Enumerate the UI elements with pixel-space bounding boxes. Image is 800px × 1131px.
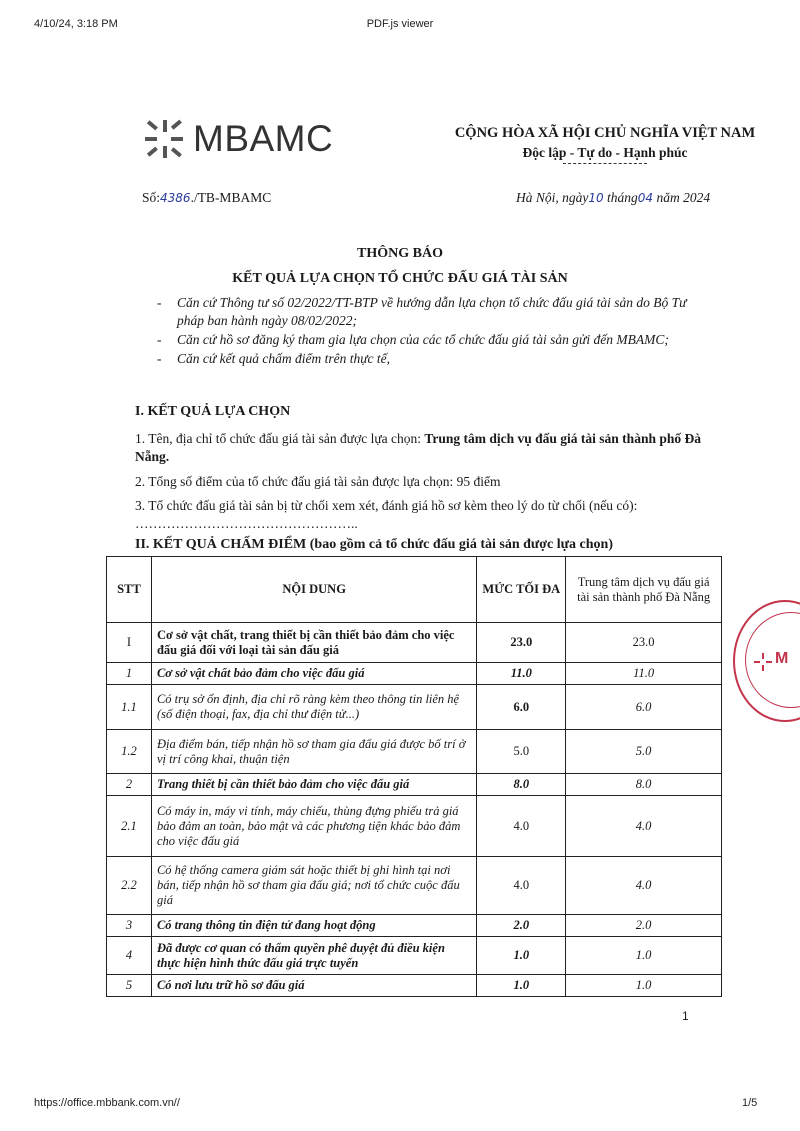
row-stt: 2.2	[107, 857, 152, 915]
mbamc-star-icon	[143, 118, 185, 160]
seal-star-icon	[753, 652, 773, 672]
row-stt: 1.2	[107, 730, 152, 774]
row-score: 6.0	[566, 685, 722, 730]
legal-bases-list	[155, 294, 715, 369]
document-date	[516, 190, 710, 206]
doc-no-prefix: Số:	[142, 190, 161, 205]
national-motto	[370, 125, 800, 164]
company-logo	[143, 118, 333, 160]
row-content: Cơ sở vật chất bảo đảm cho việc đấu giá	[151, 663, 476, 685]
row-max: 2.0	[477, 915, 566, 937]
page-url: https://office.mbbank.com.vn//	[34, 1097, 180, 1109]
row-max: 5.0	[477, 730, 566, 774]
row-score: 11.0	[566, 663, 722, 685]
legal-basis-item: - Căn cứ hồ sơ đăng ký tham gia lựa chọn của các tổ chức đấu giá tài sản gửi đến MBAMC;	[155, 331, 715, 349]
row-score: 8.0	[566, 774, 722, 796]
row-content: Đã được cơ quan có thẩm quyền phê duyệt đủ điều kiện thực hiện hình thức đấu giá trực tuyến	[151, 937, 476, 975]
total-score-line: 2. Tổng số điểm của tổ chức đấu giá tài sản được lựa chọn: 95 điểm	[135, 474, 501, 489]
row-score: 4.0	[566, 796, 722, 857]
row-content: Có trụ sở ổn định, địa chỉ rõ ràng kèm theo thông tin liên hệ (số điện thoại, fax, địa chỉ thư điện tử...)	[151, 685, 476, 730]
date-month-label: tháng	[607, 190, 638, 205]
row-max: 23.0	[477, 623, 566, 663]
header-content: NỘI DUNG	[151, 557, 476, 623]
row-max: 1.0	[477, 975, 566, 997]
document-number	[142, 190, 271, 206]
table-row	[107, 623, 722, 663]
row-score: 4.0	[566, 857, 722, 915]
section2-heading: II. KẾT QUẢ CHẤM ĐIỂM (bao gồm cả tổ chức đấu giá tài sản được lựa chọn)	[135, 537, 613, 552]
doc-no-suffix: ./TB-MBAMC	[190, 190, 272, 205]
selected-organization	[135, 430, 725, 466]
row-content: Có hệ thống camera giám sát hoặc thiết bị ghi hình tại nơi bán, tiếp nhận hồ sơ tham gia đấu giá; nơi tổ chức cuộc đấu giá	[151, 857, 476, 915]
row-content: Cơ sở vật chất, trang thiết bị cần thiết bảo đảm cho việc đấu giá đối với loại tài sản đấu giá	[151, 623, 476, 663]
legal-basis-item: - Căn cứ Thông tư số 02/2022/TT-BTP về hướng dẫn lựa chọn tổ chức đấu giá tài sản do Bộ Tư pháp ban hành ngày 08/02/2022;	[155, 294, 715, 330]
row-max: 1.0	[477, 937, 566, 975]
table-row	[107, 937, 722, 975]
row-max: 6.0	[477, 685, 566, 730]
table-row	[107, 857, 722, 915]
row-stt: 2	[107, 774, 152, 796]
row-stt: 4	[107, 937, 152, 975]
row-content: Có máy in, máy vi tính, máy chiếu, thùng đựng phiếu trả giá bảo đảm an toàn, bảo mật và các phương tiện khác bảo đảm cho việc đấu giá	[151, 796, 476, 857]
row-content: Có nơi lưu trữ hồ sơ đấu giá	[151, 975, 476, 997]
seal-text: M	[775, 650, 789, 667]
row-score: 1.0	[566, 937, 722, 975]
row-score: 5.0	[566, 730, 722, 774]
row-max: 8.0	[477, 774, 566, 796]
logo-text: MBAMC	[193, 118, 334, 159]
row-stt: 3	[107, 915, 152, 937]
viewer-title: PDF.js viewer	[366, 18, 434, 30]
date-prefix: Hà Nội, ngày	[516, 190, 589, 205]
row-max: 11.0	[477, 663, 566, 685]
table-row	[107, 730, 722, 774]
row-stt: 5	[107, 975, 152, 997]
table-row	[107, 975, 722, 997]
rejected-orgs-line: 3. Tổ chức đấu giá tài sản bị từ chối xem xét, đánh giá hồ sơ kèm theo lý do từ chối (nếu có): …………………………………………..	[135, 498, 638, 531]
header-stt: STT	[107, 557, 152, 623]
doc-no-handwritten: 4386	[160, 191, 191, 205]
date-day: 10	[588, 191, 604, 205]
row-score: 1.0	[566, 975, 722, 997]
row-content: Trang thiết bị cần thiết bảo đảm cho việc đấu giá	[151, 774, 476, 796]
table-row	[107, 663, 722, 685]
row-stt: 1.1	[107, 685, 152, 730]
notice-title: THÔNG BÁO	[357, 246, 443, 261]
date-year: năm 2024	[656, 190, 711, 205]
national-slogan: Độc lập - Tự do - Hạnh phúc	[522, 145, 688, 160]
company-seal	[733, 600, 800, 722]
row-stt: I	[107, 623, 152, 663]
notice-subtitle: KẾT QUẢ LỰA CHỌN TỔ CHỨC ĐẤU GIÁ TÀI SẢN	[232, 271, 568, 286]
section1-heading: I. KẾT QUẢ LỰA CHỌN	[135, 404, 291, 419]
date-month: 04	[637, 191, 654, 205]
table-row	[107, 915, 722, 937]
row-score: 2.0	[566, 915, 722, 937]
header-max: MỨC TỐI ĐA	[477, 557, 566, 623]
table-row	[107, 685, 722, 730]
score-table	[106, 556, 722, 997]
row-stt: 1	[107, 663, 152, 685]
selected-org-label: 1. Tên, địa chỉ tổ chức đấu giá tài sản được lựa chọn:	[135, 431, 422, 446]
page-count: 1/5	[742, 1097, 758, 1109]
table-row	[107, 774, 722, 796]
table-header-row	[107, 557, 722, 623]
row-max: 4.0	[477, 857, 566, 915]
row-stt: 2.1	[107, 796, 152, 857]
national-title: CỘNG HÒA XÃ HỘI CHỦ NGHĨA VIỆT NAM	[454, 125, 756, 141]
row-score: 23.0	[566, 623, 722, 663]
row-content: Địa điểm bán, tiếp nhận hồ sơ tham gia đấu giá được bố trí ở vị trí công khai, thuận tiện	[151, 730, 476, 774]
row-max: 4.0	[477, 796, 566, 857]
selected-org-name: Trung tâm dịch vụ đấu giá tài sản thành phố Đà Nẵng.	[135, 431, 701, 464]
motto-divider	[563, 163, 647, 164]
table-row	[107, 796, 722, 857]
row-content: Có trang thông tin điện tử đang hoạt động	[151, 915, 476, 937]
page-number: 1	[682, 1009, 689, 1023]
header-org: Trung tâm dịch vụ đấu giá tài sản thành phố Đà Nẵng	[566, 557, 722, 623]
legal-basis-item: - Căn cứ kết quả chấm điểm trên thực tế,	[155, 350, 715, 368]
print-timestamp: 4/10/24, 3:18 PM	[34, 18, 118, 30]
